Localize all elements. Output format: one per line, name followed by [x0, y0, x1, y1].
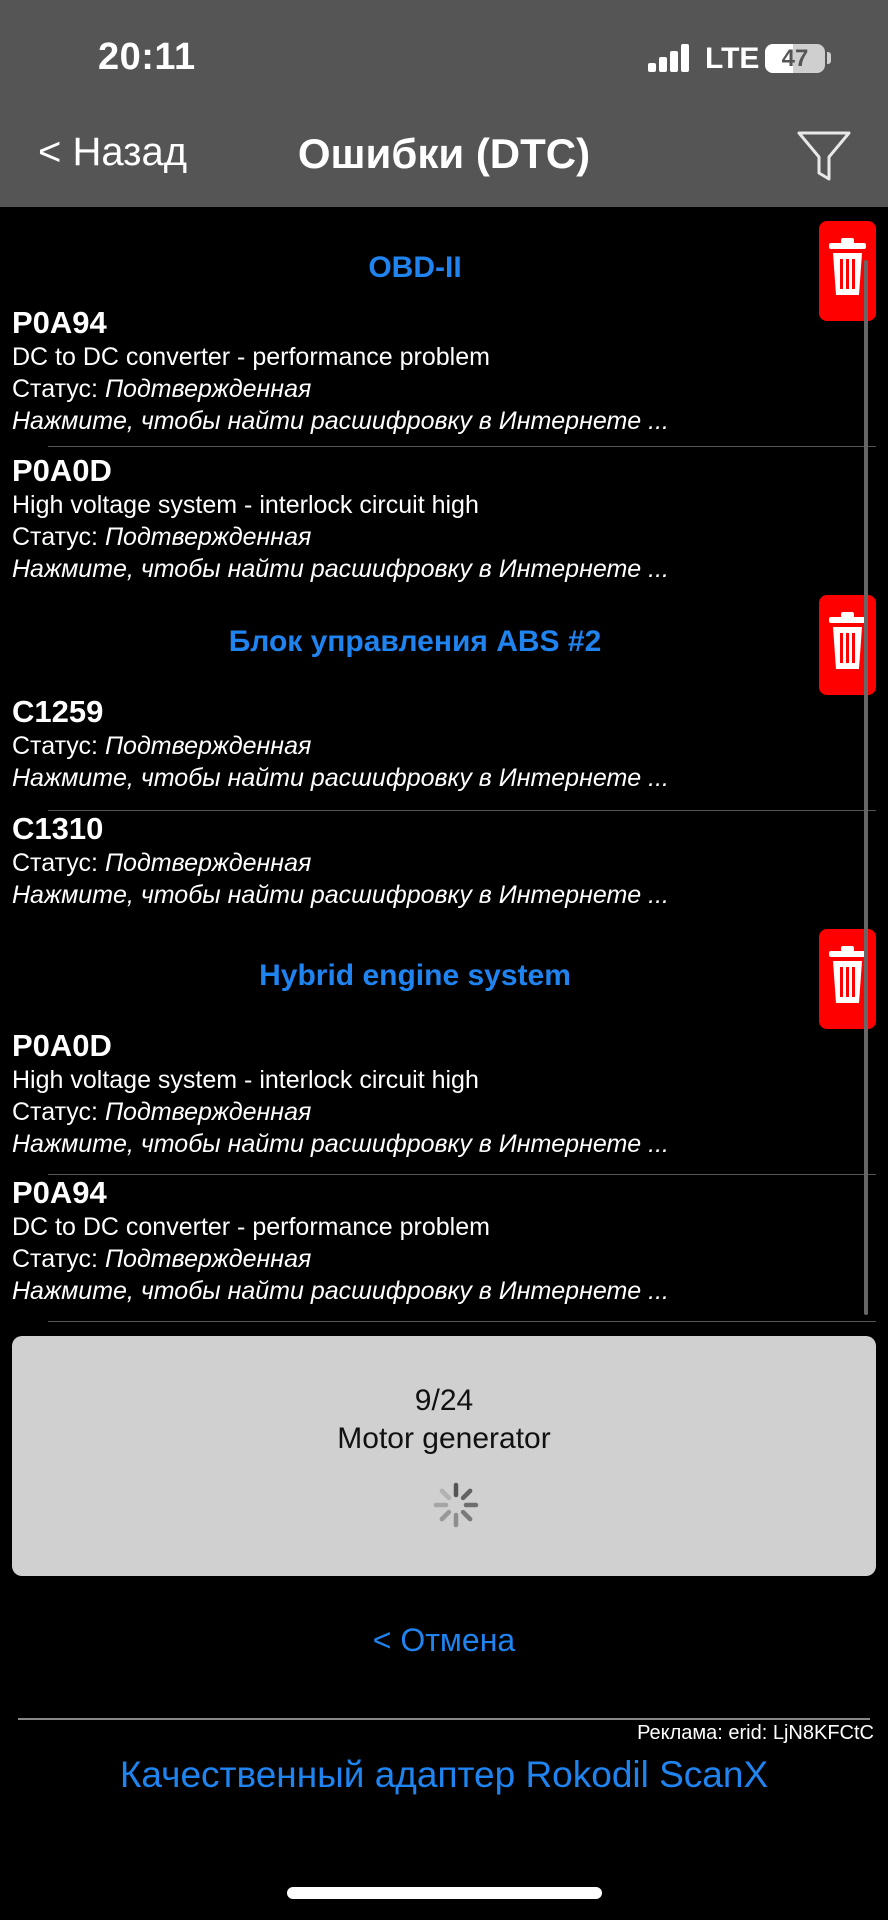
dtc-code: P0A0D [12, 453, 112, 488]
dtc-code: C1259 [12, 694, 104, 729]
status-value: Подтвержденная [104, 375, 312, 403]
ad-divider [18, 1718, 870, 1720]
loading-spinner-icon [432, 1481, 480, 1529]
dtc-code: P0A94 [12, 1175, 107, 1210]
status-value: Подтвержденная [104, 732, 312, 760]
progress-panel [12, 1336, 876, 1576]
status-label: Статус: [12, 523, 98, 551]
signal-icon [648, 44, 690, 72]
back-button[interactable]: < Назад [38, 130, 188, 174]
section-header-hybrid: Hybrid engine system [259, 959, 571, 992]
search-hint-link[interactable]: Нажмите, чтобы найти расшифровку в Интернете ... [12, 764, 669, 792]
battery-icon [765, 44, 825, 73]
home-indicator[interactable] [287, 1887, 602, 1899]
dtc-code: P0A94 [12, 305, 107, 340]
list-item[interactable] [12, 694, 872, 794]
status-time: 20:11 [98, 36, 196, 78]
search-hint-link[interactable]: Нажмите, чтобы найти расшифровку в Интернете ... [12, 1277, 669, 1305]
list-item[interactable] [12, 811, 872, 911]
search-hint-link[interactable]: Нажмите, чтобы найти расшифровку в Интернете ... [12, 555, 669, 583]
cancel-button[interactable]: < Отмена [372, 1622, 516, 1658]
search-hint-link[interactable]: Нажмите, чтобы найти расшифровку в Интернете ... [12, 1130, 669, 1158]
status-value: Подтвержденная [104, 1098, 312, 1126]
status-label: Статус: [12, 1245, 98, 1273]
dtc-description: High voltage system - interlock circuit high [12, 1066, 479, 1094]
top-bar [0, 0, 888, 207]
status-label: Статус: [12, 1098, 98, 1126]
battery-level: 47 [781, 45, 809, 72]
status-value: Подтвержденная [104, 523, 312, 551]
status-value: Подтвержденная [104, 849, 312, 877]
status-label: Статус: [12, 732, 98, 760]
list-item[interactable] [12, 1175, 872, 1307]
list-item[interactable] [12, 453, 872, 585]
dtc-list[interactable] [0, 207, 888, 1323]
list-item[interactable] [12, 305, 872, 437]
dtc-code: P0A0D [12, 1028, 112, 1063]
status-label: Статус: [12, 849, 98, 877]
row-divider [48, 1321, 876, 1322]
search-hint-link[interactable]: Нажмите, чтобы найти расшифровку в Интернете ... [12, 881, 669, 909]
scrollbar[interactable] [864, 260, 868, 1315]
section-header-obd2: OBD-II [368, 251, 462, 284]
progress-count: 9/24 [414, 1384, 474, 1417]
list-item[interactable] [12, 1028, 872, 1160]
ad-tag: Реклама: erid: LjN8KFCtC [637, 1722, 874, 1744]
row-divider [48, 446, 876, 447]
network-type: LTE [705, 42, 760, 75]
dtc-description: High voltage system - interlock circuit high [12, 491, 479, 519]
section-header-abs: Блок управления ABS #2 [228, 625, 602, 658]
progress-label: Motor generator [337, 1422, 551, 1455]
dtc-description: DC to DC converter - performance problem [12, 343, 490, 371]
ad-link[interactable]: Качественный адаптер Rokodil ScanX [119, 1754, 769, 1795]
search-hint-link[interactable]: Нажмите, чтобы найти расшифровку в Интернете ... [12, 407, 669, 435]
page-title: Ошибки (DTC) [297, 130, 591, 177]
status-label: Статус: [12, 375, 98, 403]
dtc-code: C1310 [12, 811, 104, 846]
dtc-description: DC to DC converter - performance problem [12, 1213, 490, 1241]
filter-icon[interactable] [796, 128, 852, 184]
status-value: Подтвержденная [104, 1245, 312, 1273]
battery-nub [827, 52, 831, 64]
